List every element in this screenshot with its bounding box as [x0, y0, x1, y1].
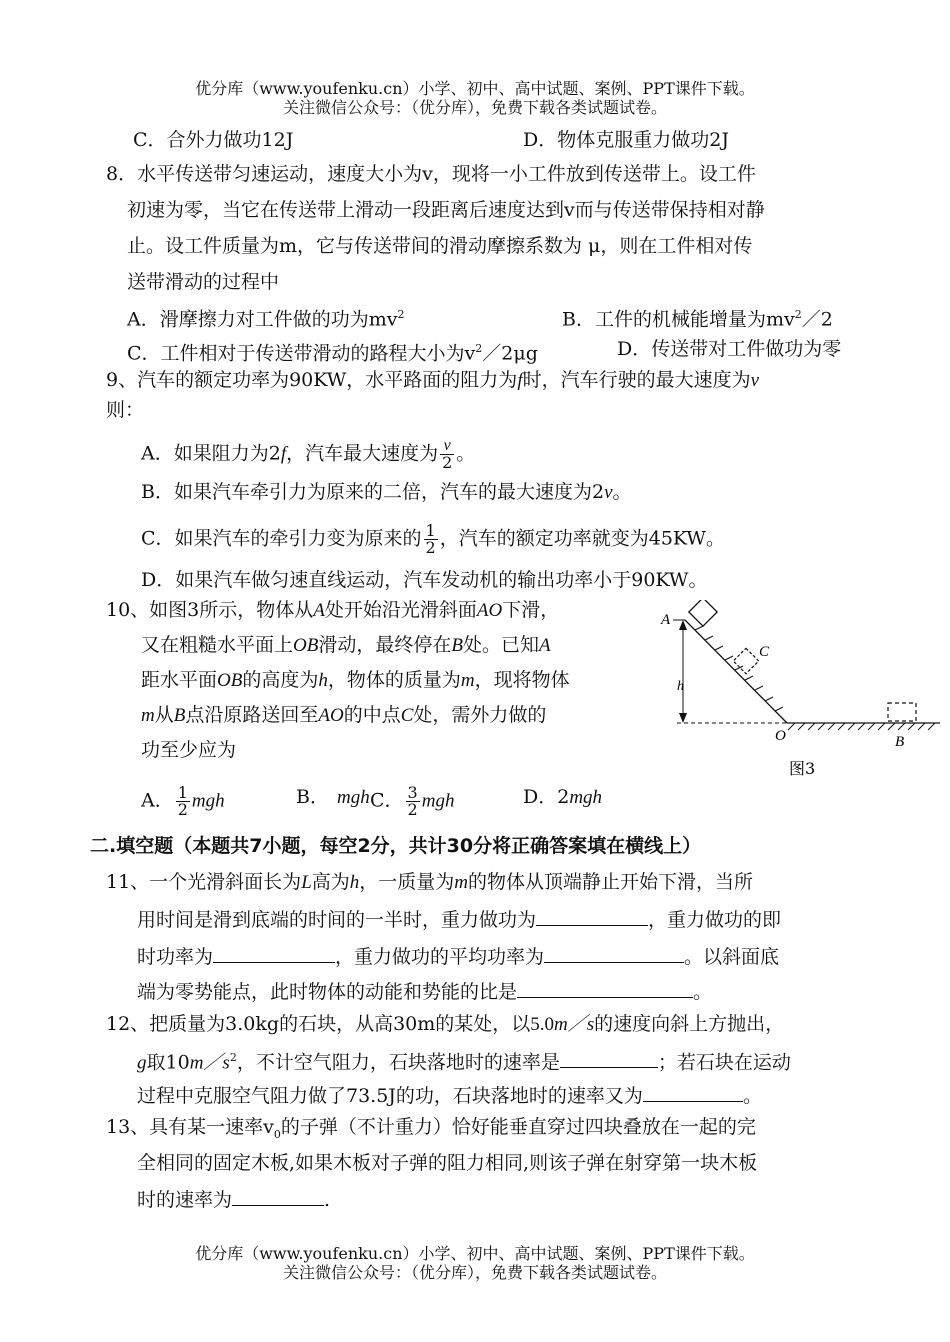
figure-3-incline	[655, 600, 945, 789]
header-line-2: 关注微信公众号：（优分库），免费下载各类试题试卷。	[282, 98, 667, 117]
q8-line-4: 送带滑动的过程中	[127, 271, 280, 293]
fraction-v-over-2: $\frac{v}{2}$	[442, 437, 453, 472]
q9-option-d: D．如果汽车做匀速直线运动，汽车发动机的输出功率小于90KW。	[141, 569, 708, 591]
answer-blank-instant-power[interactable]	[213, 942, 335, 963]
answer-blank-energy-ratio[interactable]	[517, 977, 693, 998]
label-c: C	[759, 644, 770, 660]
q9-line-2: 则：	[106, 399, 145, 421]
block-at-c	[733, 648, 758, 673]
fraction-one-half: $\frac{1}{2}$	[177, 783, 188, 819]
header-line-1: 优分库（www.youfenku.cn）小学、初中、高中试题、案例、PPT课件下载。	[195, 79, 755, 98]
q10-line-4: m从B点沿原路送回至AO的中点C处，需外力做的	[141, 704, 547, 726]
incline-diagram	[655, 600, 945, 785]
answer-blank-first-board-speed[interactable]	[232, 1185, 324, 1206]
footer-line-2: 关注微信公众号：（优分库），免费下载各类试题试卷。	[282, 1263, 667, 1282]
q13-line-2: 全相同的固定木板,如果木板对子弹的阻力相同,则该子弹在射穿第一块木板	[137, 1152, 758, 1174]
q13-line-3: 时的速率为 .	[137, 1185, 330, 1212]
label-o: O	[775, 728, 786, 744]
block-at-a	[689, 600, 717, 626]
q10-option-a: A． $\frac{1}{2}$ mgh	[141, 783, 225, 819]
fraction-one-half: $\frac{1}{2}$	[425, 521, 436, 557]
q8-line-3: 止。设工件质量为m，它与传送带间的滑动摩擦系数为 μ，则在工件相对传	[127, 235, 753, 257]
q9-option-b: B．如果汽车牵引力为原来的二倍，汽车的最大速度为2v。	[141, 481, 632, 503]
q11-line-3: 时功率为 ，重力做功的平均功率为 。以斜面底	[137, 942, 779, 969]
q11-line-2: 用时间是滑到底端的时间的一半时，重力做功为 ，重力做功的即	[137, 905, 781, 932]
answer-blank-work[interactable]	[536, 905, 648, 926]
q8-line-1: 8．水平传送带匀速运动，速度大小为v，现将一小工件放到传送带上。设工件	[106, 163, 756, 185]
q7-option-c: C．合外力做功12J	[133, 129, 294, 151]
fraction-three-halves: $\frac{3}{2}$	[407, 783, 418, 819]
q9-option-c: C．如果汽车的牵引力变为原来的 $\frac{1}{2}$ ，汽车的额定功率就变为45KW。	[141, 521, 725, 557]
label-b: B	[895, 734, 905, 750]
ground-hatch	[788, 723, 935, 730]
q10-line-3: 距水平面OB的高度为h，物体的质量为m，现将物体	[141, 669, 570, 691]
label-a: A	[661, 612, 671, 628]
q8-option-b: B．工件的机械能增量为$mv^2/2$	[562, 308, 833, 331]
q8-option-d: D．传送带对工件做功为零	[617, 338, 842, 360]
incline-surface	[685, 620, 787, 723]
q9-line-1: 9、汽车的额定功率为90KW，水平路面的阻力为f时，汽车行驶的最大速度为v	[106, 369, 760, 391]
incline-hatch	[695, 626, 783, 711]
q8-option-c: C．工件相对于传送带滑动的路程大小为$v^2/2\mu g$	[127, 342, 538, 365]
q12-line-2: g取$10m/s^2$，不计空气阻力，石块落地时的速率是 ；若石块在运动	[137, 1046, 791, 1075]
q11-line-1: 11、一个光滑斜面长为L高为h，一质量为m的物体从顶端静止开始下滑，当所	[106, 871, 754, 893]
q8-line-2: 初速为零，当它在传送带上滑动一段距离后速度达到v而与传送带保持相对静	[127, 199, 765, 221]
answer-blank-landing-speed-with-drag[interactable]	[643, 1081, 743, 1102]
q10-option-d: D．2mgh	[523, 786, 603, 808]
q10-option-c: C． $\frac{3}{2}$ mgh	[370, 783, 455, 819]
q9-option-a: A．如果阻力为2f，汽车最大速度为 $\frac{v}{2}$ 。	[141, 437, 476, 472]
height-arrow-head-bottom	[679, 713, 687, 723]
footer-line-1: 优分库（www.youfenku.cn）小学、初中、高中试题、案例、PPT课件下载。	[195, 1244, 755, 1263]
figure-caption: 图3	[789, 759, 816, 778]
q12-line-3: 过程中克服空气阻力做了73.5J的功，石块落地时的速率又为 。	[137, 1081, 762, 1108]
q7-option-d: D．物体克服重力做功2J	[523, 129, 729, 151]
answer-blank-landing-speed[interactable]	[560, 1047, 658, 1068]
label-h: h	[677, 679, 684, 694]
q10-option-b: B． mgh	[296, 786, 370, 808]
q10-line-2: 又在粗糙水平面上OB滑动，最终停在B处。已知A	[141, 634, 551, 656]
q8-option-a: A．滑摩擦力对工件做的功为$mv^2$	[127, 308, 405, 331]
block-at-b	[888, 703, 916, 721]
q11-line-4: 端为零势能点，此时物体的动能和势能的比是 。	[137, 977, 712, 1004]
q10-line-5: 功至少应为	[141, 739, 237, 761]
q12-line-1: 12、把质量为3.0kg的石块，从高30m的某处，以5.0m／s的速度向斜上方抛出，	[106, 1013, 785, 1035]
answer-blank-average-power[interactable]	[544, 942, 684, 963]
q13-line-1: 13、具有某一速率$v_0$的子弹（不计重力）恰好能垂直穿过四块叠放在一起的完	[106, 1116, 756, 1141]
q10-line-1: 10、如图3所示，物体从A处开始沿光滑斜面AO下滑，	[106, 599, 560, 621]
section-2-title: 二.填空题（本题共7小题，每空2分，共计30分将正确答案填在横线上）	[90, 835, 702, 857]
